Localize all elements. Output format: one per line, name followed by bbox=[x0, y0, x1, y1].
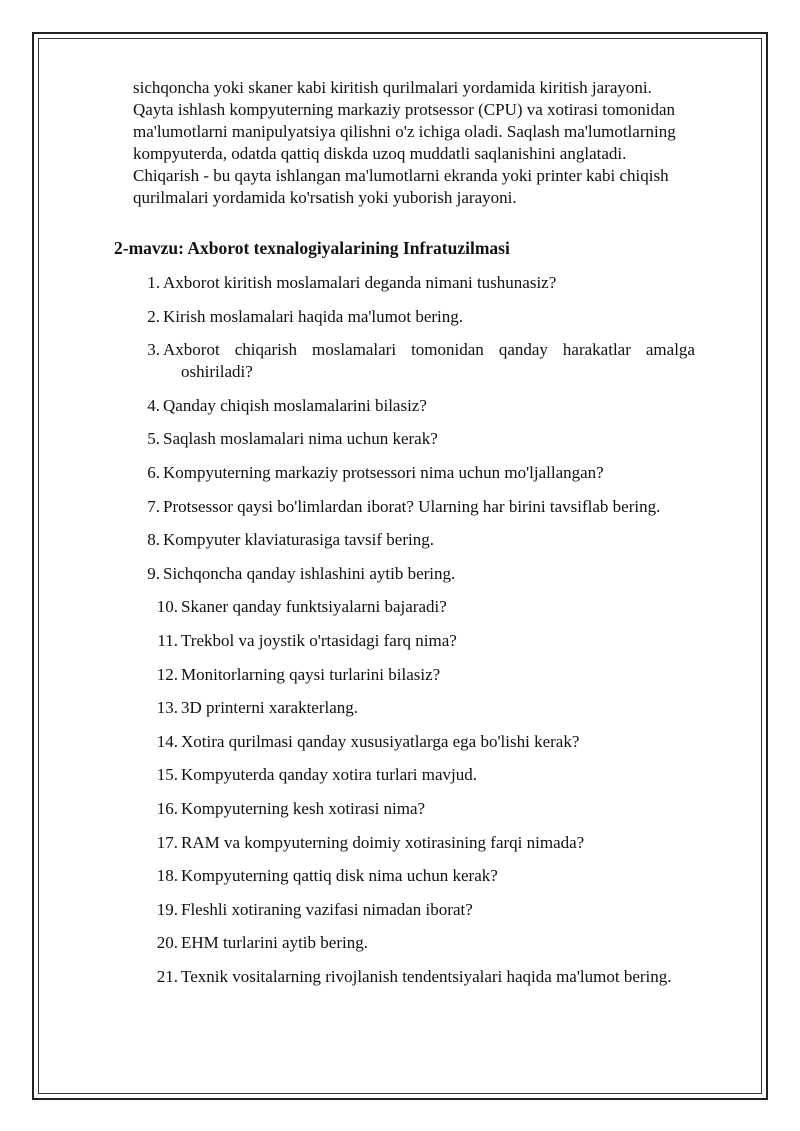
question-number: 7. bbox=[147, 496, 160, 516]
list-item bbox=[0, 899, 800, 921]
question-number: 8. bbox=[147, 530, 160, 550]
list-item bbox=[0, 966, 800, 988]
question-number: 12. bbox=[156, 664, 178, 684]
list-item bbox=[0, 462, 800, 484]
list-item bbox=[0, 496, 800, 518]
question-text-continuation: oshiriladi? bbox=[181, 362, 253, 382]
question-text: Kompyuterning qattiq disk nima uchun kerak? bbox=[181, 866, 498, 886]
question-number: 4. bbox=[147, 395, 160, 415]
question-list bbox=[0, 272, 800, 999]
question-number: 11. bbox=[157, 630, 178, 650]
list-item bbox=[0, 664, 800, 686]
question-text: Trekbol va joystik o'rtasidagi farq nima? bbox=[181, 630, 457, 650]
question-text: RAM va kompyuterning doimiy xotirasining farqi nimada? bbox=[181, 832, 585, 852]
question-number: 19. bbox=[156, 899, 178, 919]
question-text: Qanday chiqish moslamalarini bilasiz? bbox=[163, 395, 427, 415]
question-number: 13. bbox=[156, 698, 178, 718]
question-text: EHM turlarini aytib bering. bbox=[181, 933, 368, 953]
question-number: 5. bbox=[147, 429, 160, 449]
intro-paragraph bbox=[133, 77, 743, 209]
question-word: moslamalari bbox=[312, 340, 397, 360]
question-text: Monitorlarning qaysi turlarini bilasiz? bbox=[181, 664, 441, 684]
list-item bbox=[0, 395, 800, 417]
intro-line: qurilmalari yordamida ko'rsatish yoki yuborish jarayoni. bbox=[133, 188, 517, 207]
list-item bbox=[0, 529, 800, 551]
question-text-justified bbox=[163, 339, 695, 361]
question-text: Kompyuterning kesh xotirasi nima? bbox=[181, 798, 426, 818]
question-word: Axborot bbox=[163, 340, 220, 360]
list-item bbox=[0, 563, 800, 585]
question-number: 6. bbox=[147, 462, 160, 482]
list-item bbox=[0, 798, 800, 820]
question-text: Saqlash moslamalari nima uchun kerak? bbox=[163, 429, 438, 449]
question-number: 20. bbox=[156, 933, 178, 953]
question-number: 17. bbox=[156, 832, 178, 852]
list-item bbox=[0, 932, 800, 954]
question-number: 14. bbox=[156, 731, 178, 751]
question-text: Protsessor qaysi bo'limlardan iborat? Ularning har birini tavsiflab bering. bbox=[163, 496, 661, 516]
list-item bbox=[0, 630, 800, 652]
question-text: Kompyuterda qanday xotira turlari mavjud. bbox=[181, 765, 477, 785]
question-text: 3D printerni xarakterlang. bbox=[181, 698, 359, 718]
question-text: Axborot kiritish moslamalari deganda nimani tushunasiz? bbox=[163, 273, 557, 292]
intro-line: kompyuterda, odatda qattiq diskda uzoq muddatli saqlanishini anglatadi. bbox=[133, 144, 627, 163]
question-text: Texnik vositalarning rivojlanish tendentsiyalari haqida ma'lumot bering. bbox=[181, 966, 672, 986]
intro-line: ma'lumotlarni manipulyatsiya qilishni o'z ichiga oladi. Saqlash ma'lumotlarning bbox=[133, 122, 676, 141]
question-text: Kompyuter klaviaturasiga tavsif bering. bbox=[163, 530, 434, 550]
question-number: 3. bbox=[147, 340, 160, 360]
question-text: Kompyuterning markaziy protsessori nima uchun mo'ljallangan? bbox=[163, 462, 604, 482]
list-item bbox=[0, 865, 800, 887]
question-text: Skaner qanday funktsiyalarni bajaradi? bbox=[181, 597, 447, 617]
question-text bbox=[163, 339, 800, 361]
question-number: 10. bbox=[156, 597, 178, 617]
intro-line: Chiqarish - bu qayta ishlangan ma'lumotlarni ekranda yoki printer kabi chiqish bbox=[133, 166, 669, 185]
list-item bbox=[0, 764, 800, 786]
question-number: 9. bbox=[147, 563, 160, 583]
list-item bbox=[0, 339, 800, 383]
question-text: Sichqoncha qanday ishlashini aytib bering. bbox=[163, 563, 456, 583]
list-item bbox=[0, 428, 800, 450]
section-heading: 2-mavzu: Axborot texnalogiyalarining Infratuzilmasi bbox=[114, 238, 510, 258]
intro-line: Qayta ishlash kompyuterning markaziy protsessor (CPU) va xotirasi tomonidan bbox=[133, 100, 676, 119]
question-number: 15. bbox=[156, 765, 178, 785]
question-word: chiqarish bbox=[234, 340, 298, 360]
list-item bbox=[0, 306, 800, 328]
intro-line: sichqoncha yoki skaner kabi kiritish qurilmalari yordamida kiritish jarayoni. bbox=[133, 78, 652, 97]
list-item bbox=[0, 731, 800, 753]
list-item bbox=[0, 596, 800, 618]
question-word: amalga bbox=[645, 340, 695, 360]
question-word: qanday bbox=[498, 340, 548, 360]
question-text: Kirish moslamalari haqida ma'lumot bering. bbox=[163, 306, 464, 326]
question-word: tomonidan bbox=[411, 340, 484, 360]
list-item bbox=[0, 832, 800, 854]
question-word: harakatlar bbox=[562, 340, 631, 360]
list-item bbox=[0, 272, 800, 294]
question-number: 16. bbox=[156, 798, 178, 818]
question-number: 18. bbox=[156, 866, 178, 886]
question-number: 21. bbox=[156, 966, 178, 986]
list-item bbox=[0, 697, 800, 719]
question-text: Fleshli xotiraning vazifasi nimadan iborat? bbox=[181, 899, 473, 919]
question-number: 2. bbox=[147, 306, 160, 326]
question-text: Xotira qurilmasi qanday xususiyatlarga ega bo'lishi kerak? bbox=[181, 731, 580, 751]
question-number: 1. bbox=[147, 273, 160, 292]
